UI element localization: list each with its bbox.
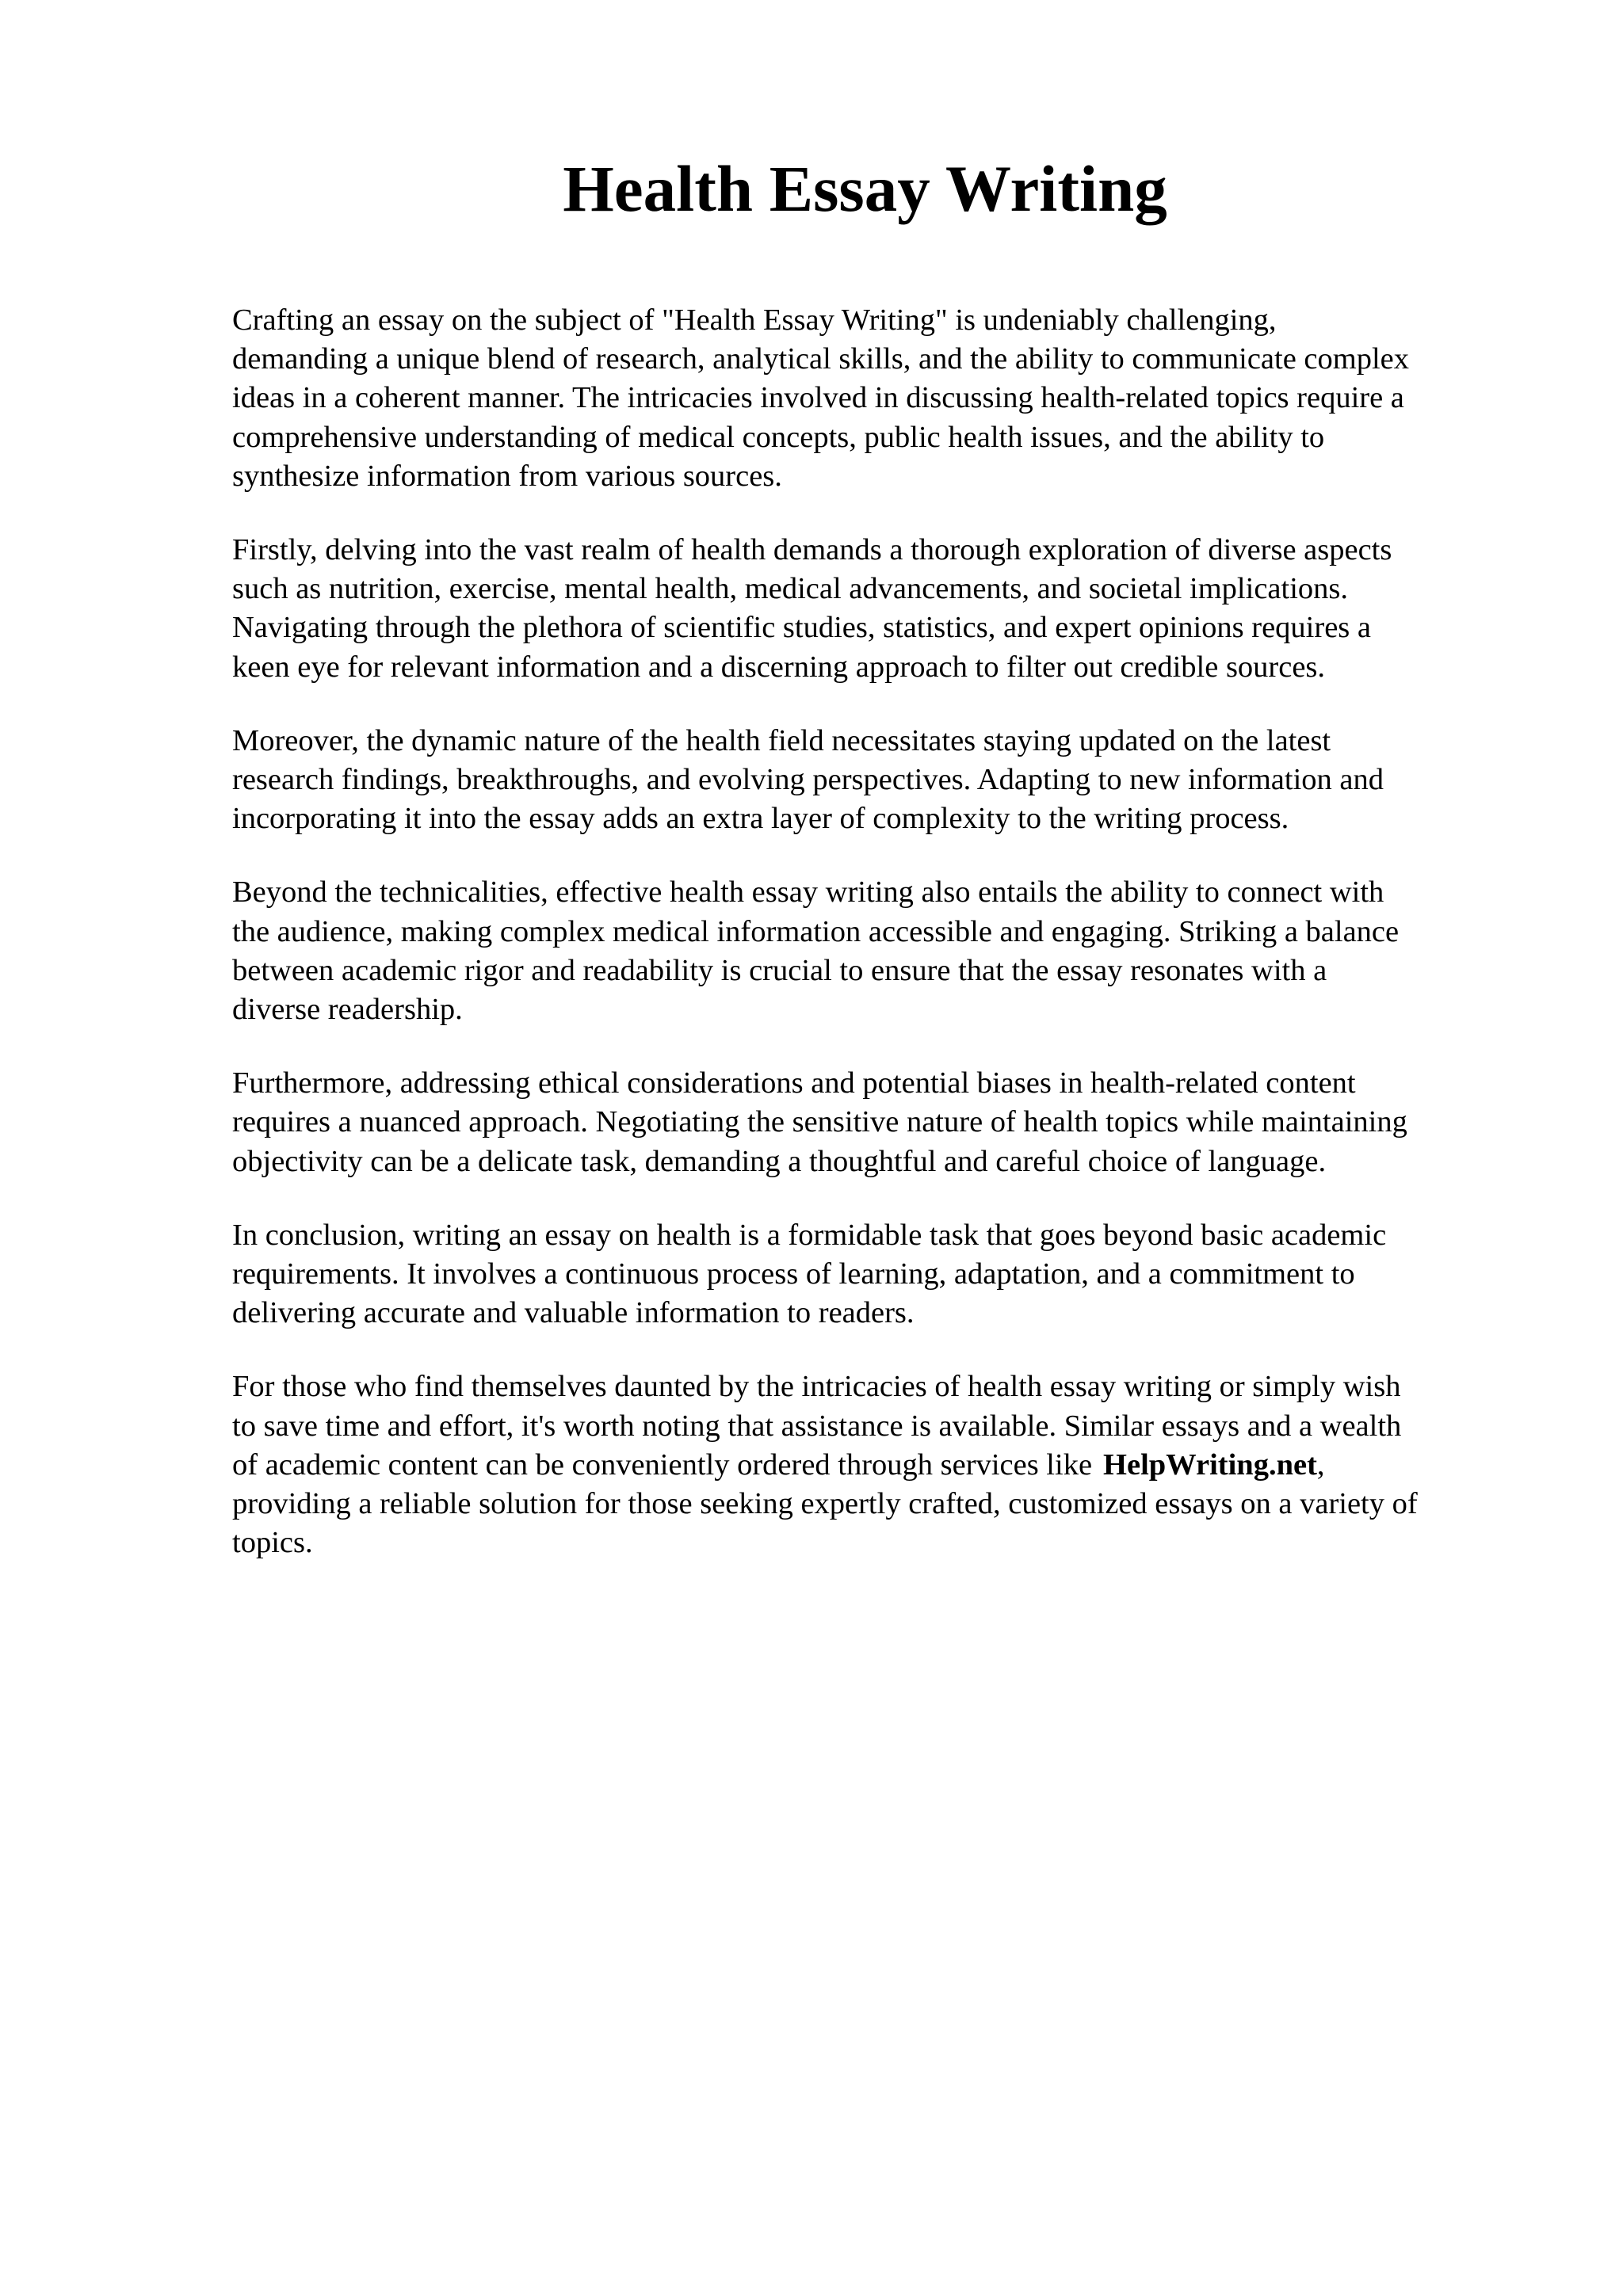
paragraph-beyond <box>232 873 1564 1029</box>
text-line: Firstly, delving into the vast realm of health demands a thorough exploration of diverse aspects <box>232 533 1392 567</box>
paragraph-conclusion <box>232 1216 1564 1333</box>
text-line: incorporating it into the essay adds an extra layer of complexity to the writing process. <box>232 802 1289 836</box>
text-line: ideas in a coherent manner. The intricacies involved in discussing health-related topics require a <box>232 381 1404 415</box>
text-fragment: of academic content can be conveniently ordered through services like <box>232 1447 1093 1482</box>
text-line: Moreover, the dynamic nature of the health field necessitates staying updated on the latest <box>232 723 1331 757</box>
text-line: to save time and effort, it's worth noting that assistance is available. Similar essays and a wealth <box>232 1409 1402 1443</box>
text-line: Furthermore, addressing ethical considerations and potential biases in health-related content <box>232 1066 1356 1100</box>
text-line: In conclusion, writing an essay on health is a formidable task that goes beyond basic academic <box>232 1218 1387 1252</box>
text-line: synthesize information from various sources. <box>232 459 782 493</box>
paragraph-intro <box>232 301 1564 496</box>
text-line: such as nutrition, exercise, mental health, medical advancements, and societal implications. <box>232 572 1348 606</box>
page-title: Health Essay Writing <box>563 152 1167 225</box>
paragraph-furthermore <box>232 1064 1564 1181</box>
text-line: Navigating through the plethora of scientific studies, statistics, and expert opinions requires a <box>232 611 1371 645</box>
text-line: Crafting an essay on the subject of "Health Essay Writing" is undeniably challenging, <box>232 303 1277 337</box>
brand-name: HelpWriting.net <box>1103 1447 1317 1482</box>
text-line: delivering accurate and valuable information to readers. <box>232 1296 915 1330</box>
text-line: demanding a unique blend of research, analytical skills, and the ability to communicate complex <box>232 342 1409 376</box>
essay-body <box>232 301 1564 1597</box>
paragraph-service <box>232 1367 1564 1562</box>
text-line: requires a nuanced approach. Negotiating the sensitive nature of health topics while maintaining <box>232 1105 1407 1139</box>
paragraph-firstly <box>232 531 1564 687</box>
text-line-with-brand <box>232 1446 1564 1485</box>
text-line: requirements. It involves a continuous process of learning, adaptation, and a commitment to <box>232 1257 1355 1291</box>
text-line: comprehensive understanding of medical concepts, public health issues, and the ability to <box>232 420 1325 454</box>
text-line: keen eye for relevant information and a discerning approach to filter out credible sources. <box>232 650 1326 684</box>
text-line: For those who find themselves daunted by the intricacies of health essay writing or simply wish <box>232 1370 1401 1404</box>
text-line: providing a reliable solution for those seeking expertly crafted, customized essays on a variety of <box>232 1487 1418 1521</box>
text-line: topics. <box>232 1526 313 1560</box>
text-line: objectivity can be a delicate task, demanding a thoughtful and careful choice of language. <box>232 1144 1327 1178</box>
text-line: diverse readership. <box>232 993 463 1027</box>
text-line: research findings, breakthroughs, and evolving perspectives. Adapting to new information and <box>232 763 1384 797</box>
paragraph-moreover <box>232 722 1564 839</box>
text-line: Beyond the technicalities, effective health essay writing also entails the ability to connect with <box>232 875 1384 910</box>
text-fragment: , <box>1316 1447 1325 1482</box>
text-line: between academic rigor and readability is crucial to ensure that the essay resonates with a <box>232 953 1327 987</box>
text-line: the audience, making complex medical information accessible and engaging. Striking a balance <box>232 914 1400 948</box>
